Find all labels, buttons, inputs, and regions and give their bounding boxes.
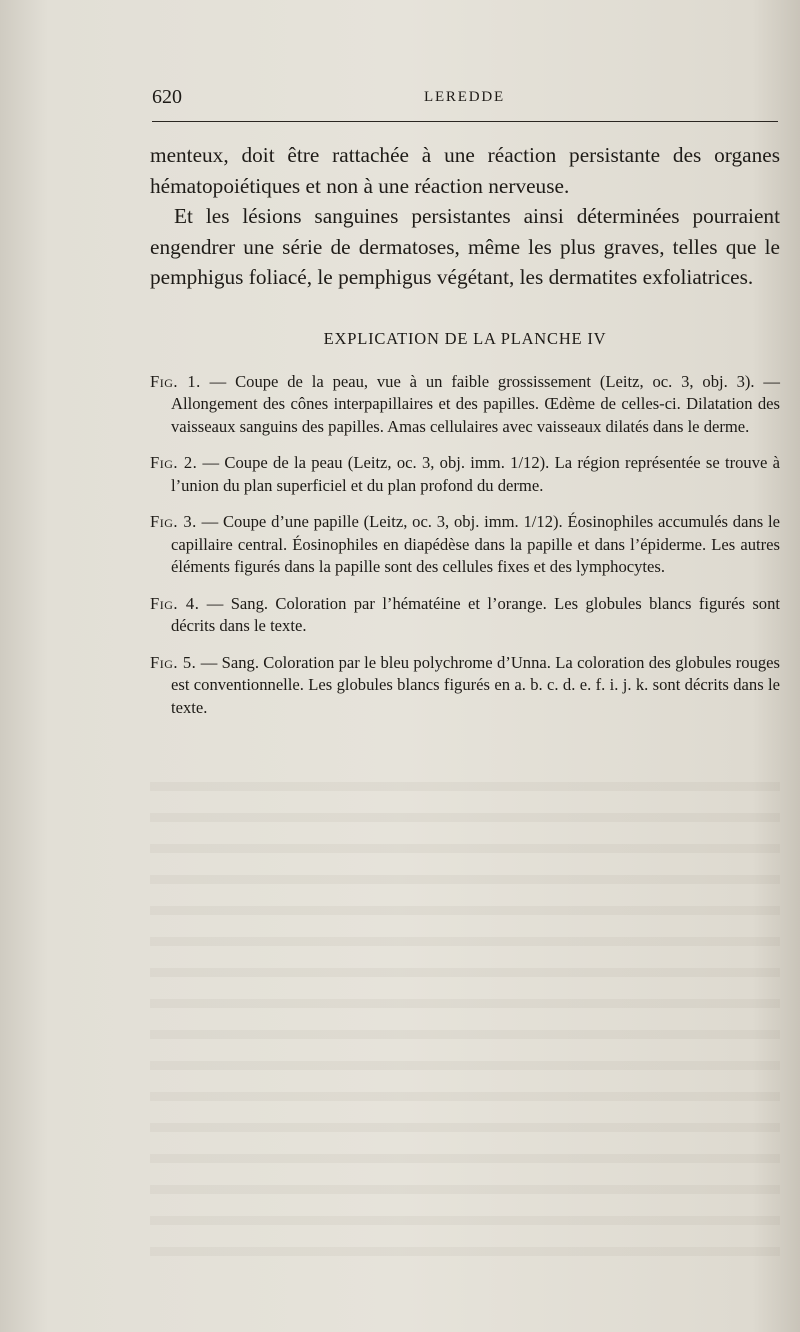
- caption-text: — Coupe de la peau, vue à un faible grossissement (Leitz, oc. 3, obj. 3). — Allongement des cônes interpapillaires et des papilles. Œdème de celles-ci. Dilatation des vaisseaux sanguins des papilles. Amas cellulaires avec vaisseaux dilatés dans le derme.: [171, 372, 780, 436]
- caption-text: — Sang. Coloration par l’hématéine et l’orange. Les globules blancs figurés sont décrits dans le texte.: [171, 593, 780, 636]
- figure-label: Fig. 5.: [150, 652, 197, 672]
- page-header: [152, 84, 778, 114]
- running-head: LEREDDE: [424, 89, 505, 105]
- caption-text: — Sang. Coloration par le bleu polychrome d’Unna. La coloration des globules rouges est conventionnelle. Les globules blancs figurés en a. b. c. d. e. f. i. j. k. sont décrits dans le texte.: [171, 652, 781, 717]
- figure-caption: [150, 511, 780, 578]
- show-through-area: [150, 760, 780, 1260]
- paragraph: Et les lésions sanguines persistantes ainsi déterminées pourraient engendrer une série de dermatoses, même les plus graves, telles que le pemphigus foliacé, le pemphigus végétant, les dermatites exfoliatrices.: [150, 204, 780, 289]
- caption-text: — Coupe d’une papille (Leitz, oc. 3, obj. imm. 1/12). Éosinophiles accumulés dans le capillaire central. Éosinophiles en diapédèse dans la papille et dans l’épiderme. Les autres éléments figurés dans la papille sont des cellules fixes et des lymphocytes.: [171, 512, 780, 577]
- figure-label: Fig. 1.: [150, 372, 201, 391]
- page-number: 620: [152, 86, 182, 108]
- figure-label: Fig. 2.: [150, 453, 198, 473]
- figure-caption: [150, 452, 780, 497]
- figure-label: Fig. 4.: [150, 593, 200, 613]
- figure-caption: [150, 371, 780, 438]
- figure-caption: [150, 652, 780, 719]
- figure-caption: [150, 593, 780, 638]
- header-rule: [152, 121, 778, 122]
- paragraph: menteux, doit être rattachée à une réaction persistante des organes hématopoiétiques et non à une réaction nerveuse.: [150, 143, 780, 198]
- figure-captions: [150, 371, 780, 733]
- figure-label: Fig. 3.: [150, 512, 197, 532]
- section-title: EXPLICATION DE LA PLANCHE IV: [323, 329, 607, 348]
- body-text: [150, 140, 780, 293]
- caption-text: — Coupe de la peau (Leitz, oc. 3, obj. imm. 1/12). La région représentée se trouve à l’union du plan superficiel et du plan profond du derme.: [171, 453, 780, 495]
